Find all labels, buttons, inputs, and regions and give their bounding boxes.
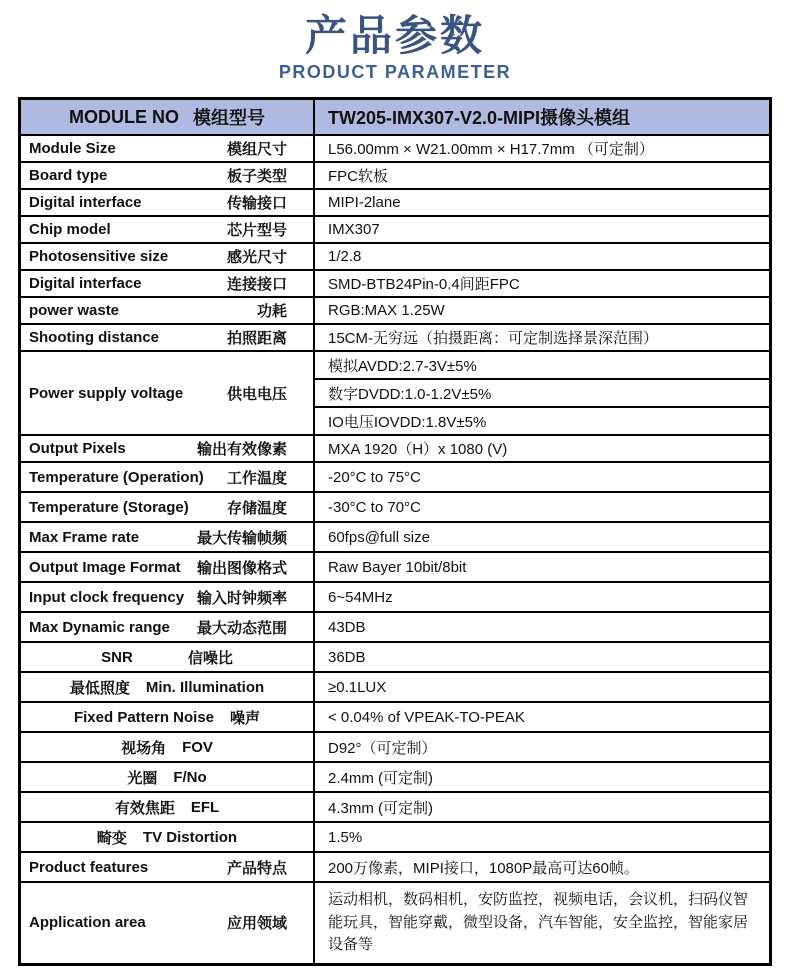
spec-label-part1: Digital interface (29, 275, 142, 293)
row-output-image-format (21, 551, 769, 581)
spec-label-part1: Fixed Pattern Noise (73, 708, 215, 726)
spec-value: 4.3mm (可定制) (313, 793, 769, 821)
spec-label-part1: Temperature (Operation) (29, 468, 204, 486)
spec-label (21, 763, 313, 791)
spec-value: 36DB (313, 643, 769, 671)
spec-label-part2: TV Distortion (142, 828, 238, 846)
spec-value: < 0.04% of VPEAK-TO-PEAK (313, 703, 769, 731)
spec-label (21, 883, 313, 963)
row-snr (21, 641, 769, 671)
spec-subvalue-dvdd: 数字DVDD:1.0-1.2V±5% (315, 378, 769, 406)
spec-label (21, 673, 313, 701)
spec-label-part1: Application area (29, 914, 146, 932)
row-photosensitive-size (21, 242, 769, 269)
spec-label-part2: 供电电压 (226, 385, 287, 403)
spec-value: D92°（可定制） (313, 733, 769, 761)
spec-label (21, 643, 313, 671)
row-temperature-storage (21, 491, 769, 521)
spec-label-part1: Product features (29, 858, 149, 876)
spec-label-part2: 板子类型 (226, 168, 287, 186)
spec-label-part1: Max Frame rate (29, 528, 140, 546)
spec-label (21, 613, 313, 641)
spec-label-part2: 输出有效像素 (196, 441, 287, 459)
row-chip-model (21, 215, 769, 242)
spec-value: SMD-BTB24Pin-0.4间距FPC (313, 271, 769, 296)
row-tv-distortion (21, 821, 769, 851)
spec-label-part1: 最低照度 (69, 679, 130, 697)
row-output-pixels (21, 434, 769, 461)
spec-label-part2: 工作温度 (226, 469, 287, 487)
spec-value: RGB:MAX 1.25W (313, 298, 769, 323)
row-max-frame-rate (21, 521, 769, 551)
spec-label (21, 853, 313, 881)
spec-value: L56.00mm × W21.00mm × H17.7mm （可定制） (313, 136, 769, 161)
spec-label-part1: Max Dynamic range (29, 618, 170, 636)
spec-label (21, 298, 313, 323)
spec-label-part1: Power supply voltage (29, 384, 184, 402)
spec-label-part2: 感光尺寸 (226, 249, 287, 267)
spec-value: ≥0.1LUX (313, 673, 769, 701)
row-min-illumination (21, 671, 769, 701)
row-board-type (21, 161, 769, 188)
spec-label-part2: 最大动态范围 (196, 619, 287, 637)
spec-label-part1: 视场角 (121, 739, 167, 757)
spec-label (21, 553, 313, 581)
spec-label-part1: Output Image Format (29, 558, 181, 576)
spec-label-part1: Input clock frequency (29, 588, 185, 606)
spec-label-part2: 芯片型号 (226, 222, 287, 240)
row-efl (21, 791, 769, 821)
row-application-area (21, 881, 769, 963)
spec-label-part1: 畸变 (96, 829, 127, 847)
row-fno (21, 761, 769, 791)
module-no-label-en: MODULE NO (69, 106, 179, 127)
spec-label-part2: F/No (173, 768, 207, 786)
spec-label (21, 493, 313, 521)
spec-value-group (313, 352, 769, 434)
module-no-label (21, 100, 313, 134)
spec-label-part2: 功耗 (256, 303, 287, 321)
spec-label-part2: 存储温度 (226, 499, 287, 517)
spec-value: 运动相机，数码相机，安防监控，视频电话，会议机，扫码仪智能玩具，智能穿戴，微型设备，汽车智能，安全监控，智能家居设备等 (313, 883, 769, 963)
spec-label (21, 244, 313, 269)
spec-label (21, 352, 313, 434)
spec-label-part2: 最大传输帧频 (196, 529, 287, 547)
spec-value: 60fps@full size (313, 523, 769, 551)
spec-label (21, 136, 313, 161)
spec-label-part1: Chip model (29, 221, 111, 239)
row-power-waste (21, 296, 769, 323)
spec-label-part2: 传输接口 (226, 195, 287, 213)
spec-value: FPC软板 (313, 163, 769, 188)
spec-label-part1: power waste (29, 302, 120, 320)
spec-value: IMX307 (313, 217, 769, 242)
spec-label (21, 583, 313, 611)
spec-label-part2: 输出图像格式 (196, 559, 287, 577)
spec-label-part2: 产品特点 (226, 859, 287, 877)
module-no-label-zh: 模组型号 (193, 108, 265, 129)
spec-label (21, 325, 313, 350)
row-connect-interface (21, 269, 769, 296)
spec-label-part1: 有效焦距 (114, 799, 175, 817)
spec-value: -30°C to 70°C (313, 493, 769, 521)
spec-label (21, 463, 313, 491)
page-title: 产品参数 (304, 12, 485, 59)
spec-label (21, 823, 313, 851)
spec-label-part2: 模组尺寸 (226, 141, 287, 159)
spec-label-part1: Shooting distance (29, 329, 160, 347)
row-module-size (21, 134, 769, 161)
spec-label (21, 217, 313, 242)
row-digital-interface (21, 188, 769, 215)
spec-table (18, 97, 772, 966)
spec-value: MXA 1920（H）x 1080 (V) (313, 436, 769, 461)
page-subtitle: PRODUCT PARAMETER (278, 62, 512, 83)
spec-label-part1: Photosensitive size (29, 248, 169, 266)
spec-label-part1: Digital interface (29, 194, 142, 212)
spec-value: -20°C to 75°C (313, 463, 769, 491)
spec-value: 200万像素，MIPI接口，1080P最高可达60帧。 (313, 853, 769, 881)
spec-label-part2: 输入时钟频率 (196, 589, 287, 607)
row-input-clock-frequency (21, 581, 769, 611)
spec-label-part1: 光圈 (127, 769, 158, 787)
spec-label-part1: Temperature (Storage) (29, 498, 189, 516)
spec-value: 1/2.8 (313, 244, 769, 269)
spec-label (21, 703, 313, 731)
spec-label (21, 163, 313, 188)
row-max-dynamic-range (21, 611, 769, 641)
spec-label (21, 793, 313, 821)
spec-value: 6~54MHz (313, 583, 769, 611)
row-fov (21, 731, 769, 761)
module-no-value: TW205-IMX307-V2.0-MIPI摄像头模组 (313, 100, 769, 134)
spec-label-part2: 噪声 (230, 709, 261, 727)
spec-label-part1: SNR (101, 648, 133, 666)
spec-label-part2: 拍照距离 (226, 330, 287, 348)
spec-label (21, 436, 313, 461)
spec-label (21, 271, 313, 296)
spec-value: Raw Bayer 10bit/8bit (313, 553, 769, 581)
spec-label-part2: 信噪比 (187, 649, 233, 667)
spec-value: MIPI-2lane (313, 190, 769, 215)
spec-label (21, 523, 313, 551)
spec-value: 15CM-无穷远（拍摄距离：可定制选择景深范围） (313, 325, 769, 350)
spec-value: 2.4mm (可定制) (313, 763, 769, 791)
spec-subvalue-iovdd: IO电压IOVDD:1.8V±5% (315, 406, 769, 434)
spec-value: 1.5% (313, 823, 769, 851)
spec-subvalue-avdd: 模拟AVDD:2.7-3V±5% (328, 357, 477, 375)
spec-label-part1: Module Size (29, 140, 116, 158)
spec-label-part1: Board type (29, 167, 108, 185)
spec-label-part2: EFL (190, 798, 220, 816)
spec-label (21, 733, 313, 761)
spec-label-part2: 应用领域 (226, 915, 287, 933)
row-power-supply-voltage (21, 350, 769, 434)
table-header-row (21, 100, 769, 134)
spec-label-part2: 连接接口 (226, 276, 287, 294)
page-header (0, 0, 790, 83)
row-product-features (21, 851, 769, 881)
spec-value: 43DB (313, 613, 769, 641)
spec-label-part2: FOV (182, 738, 213, 756)
row-temperature-operation (21, 461, 769, 491)
spec-label (21, 190, 313, 215)
spec-label-part2: Min. Illumination (145, 678, 265, 696)
row-shooting-distance (21, 323, 769, 350)
row-fixed-pattern-noise (21, 701, 769, 731)
spec-label-part1: Output Pixels (29, 440, 126, 458)
